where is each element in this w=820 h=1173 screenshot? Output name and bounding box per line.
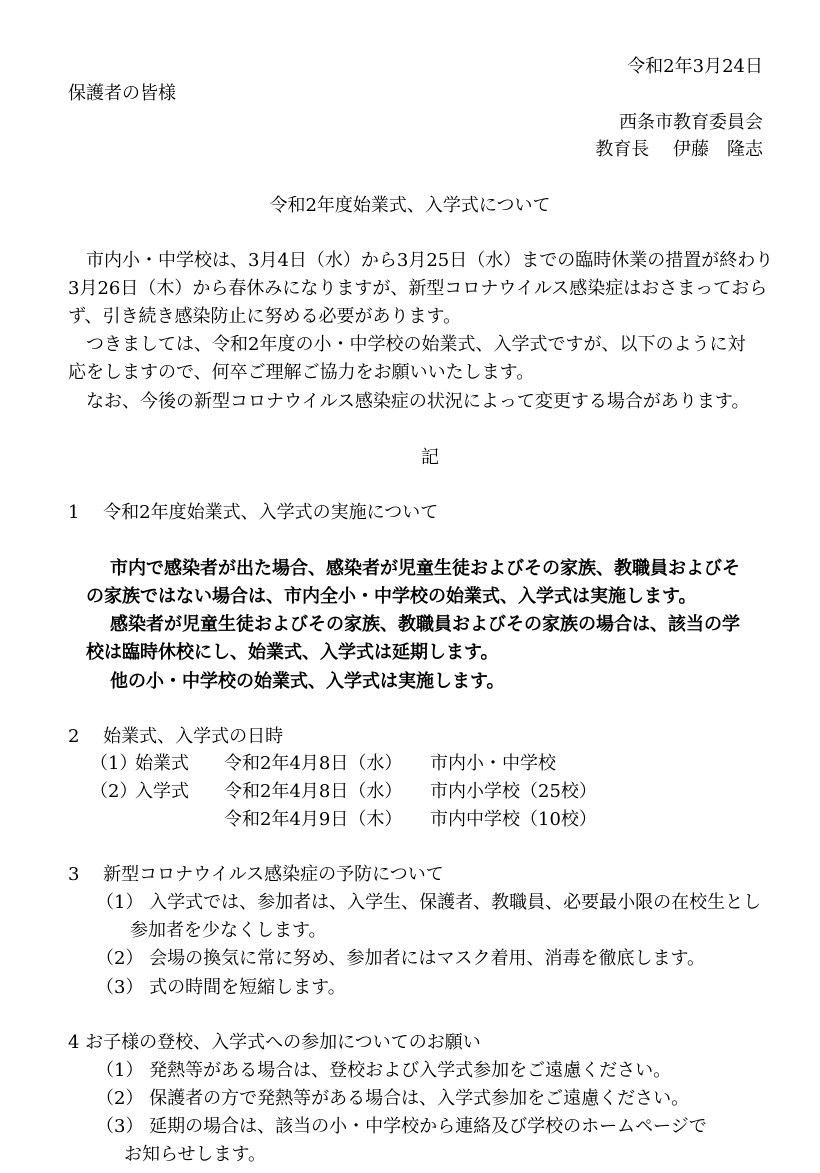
intro-line: 市内小・中学校は、3月4日（水）から3月25日（水）までの臨時休業の措置が終わり bbox=[68, 250, 774, 271]
schedule-row-target: 市内小学校（25校） bbox=[430, 781, 597, 802]
section1-bold-line: 他の小・中学校の始業式、入学式は実施します。 bbox=[110, 671, 505, 692]
intro-line: 応をしますので、何卒ご理解ご協力をお願いいたします。 bbox=[68, 362, 535, 383]
schedule-row-target: 市内小・中学校 bbox=[430, 753, 556, 774]
section4-item: （3） 延期の場合は、該当の小・中学校から連絡及び学校のホームページで bbox=[96, 1116, 707, 1137]
section4-item-continuation: お知らせします。 bbox=[124, 1144, 267, 1165]
section3-heading: 3 新型コロナウイルス感染症の予防について bbox=[68, 864, 444, 885]
recipient: 保護者の皆様 bbox=[68, 83, 176, 104]
section2-heading: 2 始業式、入学式の日時 bbox=[68, 726, 284, 747]
schedule-row-date: 令和2年4月8日（水） bbox=[224, 753, 403, 774]
document-date: 令和2年3月24日 bbox=[627, 56, 763, 77]
intro-line: ず、引き続き感染防止に努める必要があります。 bbox=[68, 306, 462, 327]
section4-item: （1） 発熱等がある場合は、登校および入学式参加をご遠慮ください。 bbox=[96, 1060, 672, 1081]
section1-heading: 1 令和2年度始業式、入学式の実施について bbox=[68, 502, 439, 523]
section1-bold-line: 校は臨時休校にし、始業式、入学式は延期します。 bbox=[86, 642, 499, 663]
schedule-row-number: （2） bbox=[90, 781, 138, 802]
section1-bold-line: の家族ではない場合は、市内全小・中学校の始業式、入学式は実施します。 bbox=[86, 586, 697, 607]
schedule-row-number: （1） bbox=[90, 753, 138, 774]
section3-item: （3） 式の時間を短縮します。 bbox=[96, 977, 346, 998]
schedule-row-kind: 始業式 bbox=[135, 753, 189, 774]
schedule-row-kind: 入学式 bbox=[135, 781, 189, 802]
schedule-row-target: 市内中学校（10校） bbox=[430, 809, 597, 830]
sender-name: 教育長 伊藤 隆志 bbox=[595, 139, 763, 160]
section3-item: （1） 入学式では、参加者は、入学生、保護者、教職員、必要最小限の在校生とし bbox=[96, 892, 762, 913]
schedule-row-date: 令和2年4月8日（水） bbox=[224, 781, 403, 802]
section1-bold-line: 市内で感染者が出た場合、感染者が児童生徒およびその家族、教職員およびそ bbox=[110, 558, 740, 579]
document-title: 令和2年度始業式、入学式について bbox=[269, 195, 551, 216]
intro-line: なお、今後の新型コロナウイルス感染症の状況によって変更する場合があります。 bbox=[68, 391, 750, 412]
ki-mark: 記 bbox=[421, 447, 439, 468]
section4-heading: 4 お子様の登校、入学式への参加についてのお願い bbox=[68, 1032, 481, 1053]
section3-item-continuation: 参加者を少なくします。 bbox=[130, 920, 327, 941]
sender-organization: 西条市教育委員会 bbox=[619, 112, 763, 133]
intro-line: つきましては、令和2年度の小・中学校の始業式、入学式ですが、以下のように対 bbox=[68, 334, 746, 355]
intro-line: 3月26日（木）から春休みになりますが、新型コロナウイルス感染症はおさまっておら bbox=[68, 278, 768, 299]
schedule-row-date: 令和2年4月9日（木） bbox=[224, 809, 403, 830]
section3-item: （2） 会場の換気に常に努め、参加者にはマスク着用、消毒を徹底します。 bbox=[96, 948, 706, 969]
section1-bold-line: 感染者が児童生徒およびその家族、教職員およびその家族の場合は、該当の学 bbox=[110, 614, 740, 635]
section4-item: （2） 保護者の方で発熱等がある場合は、入学式参加をご遠慮ください。 bbox=[96, 1088, 690, 1109]
